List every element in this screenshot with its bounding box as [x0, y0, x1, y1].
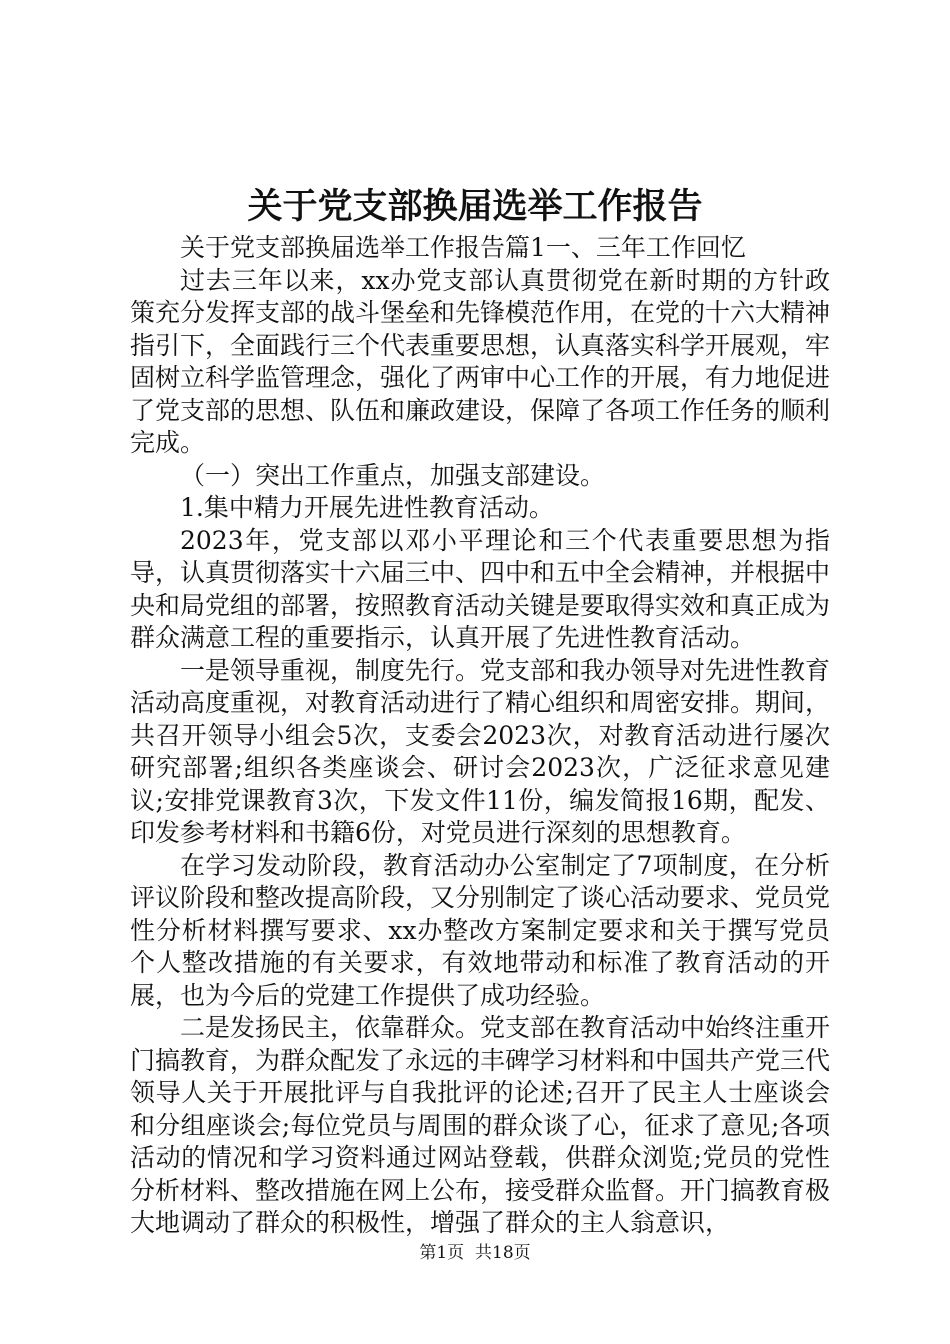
section-heading-1: （一）突出工作重点，加强支部建设。	[180, 460, 606, 490]
document-body	[130, 232, 830, 1240]
page-total: 共18页	[475, 1243, 531, 1263]
subsection-heading-1: 1.集中精力开展先进性教育活动。	[180, 493, 554, 522]
paragraph-study-phase: 在学习发动阶段，教育活动办公室制定了7项制度，在分析评议阶段和整改提高阶段，又分别制定了谈心活动要求、党员党性分析材料撰写要求、xx办整改方案制定要求和关于撰写党员个人整改措施的有关要求，有效地带动和标准了教育活动的开展，也为今后的党建工作提供了成功经验。	[130, 850, 831, 1010]
paragraph-leadership: 一是领导重视，制度先行。党支部和我办领导对先进性教育活动高度重视，对教育活动进行了精心组织和周密安排。期间，共召开领导小组会5次，支委会2023次，对教育活动进行屡次研究部署;组织各类座谈会、研讨会2023次，广泛征求意见建议;安排党课教育3次，下发文件11份，编发简报16期，配发、印发参考材料和书籍6份，对党员进行深刻的思想教育。	[130, 655, 831, 847]
paragraph-2023: 2023年，党支部以邓小平理论和三个代表重要思想为指导，认真贯彻落实十六届三中、四中和五中全会精神，并根据中央和局党组的部署，按照教育活动关键是要取得实效和真正成为群众满意工程的重要指示，认真开展了先进性教育活动。	[130, 525, 831, 652]
paragraph-democracy: 二是发扬民主，依靠群众。党支部在教育活动中始终注重开门搞教育，为群众配发了永远的丰碑学习材料和中国共产党三代领导人关于开展批评与自我批评的论述;召开了民主人士座谈会和分组座谈会;每位党员与周围的群众谈了心，征求了意见;各项活动的情况和学习资料通过网站登载，供群众浏览;党员的党性分析材料、整改措施在网上公布，接受群众监督。开门搞教育极大地调动了群众的积极性，增强了群众的主人翁意识，	[130, 1013, 831, 1237]
page-number: 第1页	[419, 1243, 465, 1263]
page-footer	[0, 1241, 950, 1265]
paragraph-intro: 关于党支部换届选举工作报告篇1一、三年工作回忆	[180, 233, 746, 262]
paragraph-review: 过去三年以来，xx办党支部认真贯彻党在新时期的方针政策充分发挥支部的战斗堡垒和先锋模范作用，在党的十六大精神指引下，全面践行三个代表重要思想，认真落实科学开展观，牢固树立科学监管理念，强化了两审中心工作的开展，有力地促进了党支部的思想、队伍和廉政建设，保障了各项工作任务的顺利完成。	[130, 265, 831, 457]
document-title: 关于党支部换届选举工作报告	[247, 186, 703, 227]
